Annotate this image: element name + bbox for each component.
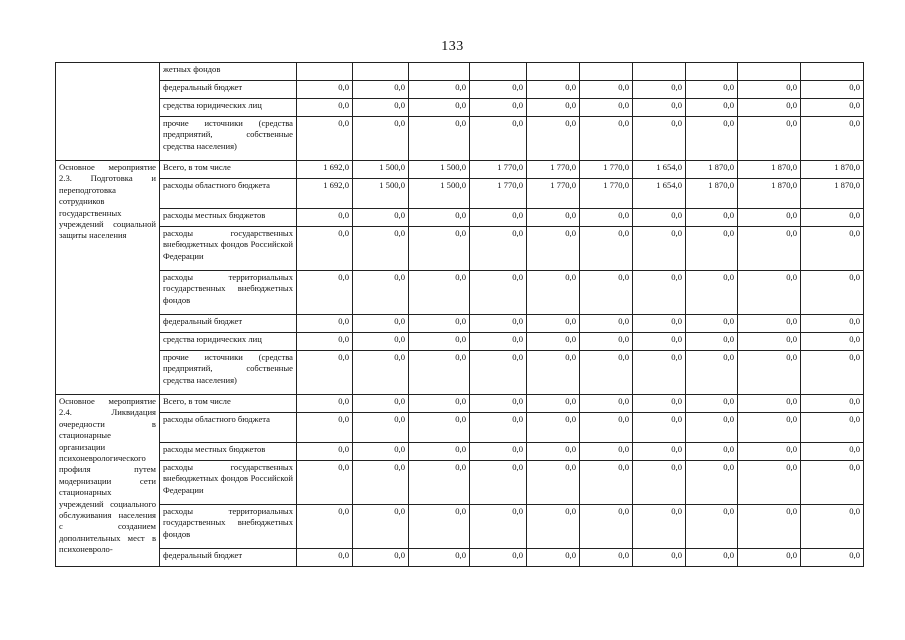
value-cell: 0,0 bbox=[633, 351, 686, 395]
value-cell: 1 870,0 bbox=[801, 161, 864, 179]
value-cell: 0,0 bbox=[686, 315, 738, 333]
activity-cell bbox=[56, 63, 160, 161]
value-cell: 0,0 bbox=[409, 209, 470, 227]
value-cell: 0,0 bbox=[801, 271, 864, 315]
value-cell: 0,0 bbox=[801, 413, 864, 443]
value-cell: 0,0 bbox=[409, 443, 470, 461]
value-cell: 0,0 bbox=[409, 395, 470, 413]
funding-source-cell: прочие источники (средства предприятий, собственные средства населения) bbox=[160, 117, 297, 161]
value-cell: 0,0 bbox=[409, 99, 470, 117]
value-cell: 0,0 bbox=[409, 461, 470, 505]
funding-source-cell: федеральный бюджет bbox=[160, 549, 297, 567]
value-cell: 0,0 bbox=[470, 271, 527, 315]
table-row bbox=[56, 461, 864, 505]
value-cell: 0,0 bbox=[470, 315, 527, 333]
value-cell: 0,0 bbox=[297, 271, 353, 315]
value-cell: 0,0 bbox=[297, 209, 353, 227]
value-cell bbox=[297, 63, 353, 81]
value-cell: 1 770,0 bbox=[470, 179, 527, 209]
funding-source-cell: расходы местных бюджетов bbox=[160, 209, 297, 227]
table-row bbox=[56, 179, 864, 209]
value-cell: 0,0 bbox=[353, 315, 409, 333]
value-cell: 1 770,0 bbox=[580, 161, 633, 179]
table-row bbox=[56, 549, 864, 567]
funding-source-cell: Всего, в том числе bbox=[160, 161, 297, 179]
value-cell: 0,0 bbox=[297, 549, 353, 567]
funding-source-cell: жетных фондов bbox=[160, 63, 297, 81]
value-cell: 0,0 bbox=[297, 413, 353, 443]
value-cell: 0,0 bbox=[738, 505, 801, 549]
value-cell: 0,0 bbox=[633, 315, 686, 333]
value-cell: 0,0 bbox=[801, 333, 864, 351]
value-cell: 0,0 bbox=[738, 395, 801, 413]
value-cell: 1 500,0 bbox=[353, 179, 409, 209]
table-row bbox=[56, 505, 864, 549]
value-cell: 0,0 bbox=[353, 461, 409, 505]
value-cell: 1 654,0 bbox=[633, 179, 686, 209]
value-cell: 0,0 bbox=[353, 117, 409, 161]
value-cell: 0,0 bbox=[580, 227, 633, 271]
value-cell: 0,0 bbox=[686, 271, 738, 315]
value-cell: 0,0 bbox=[409, 351, 470, 395]
value-cell: 0,0 bbox=[801, 227, 864, 271]
value-cell: 1 870,0 bbox=[738, 161, 801, 179]
value-cell: 0,0 bbox=[409, 315, 470, 333]
value-cell: 0,0 bbox=[801, 81, 864, 99]
value-cell: 0,0 bbox=[409, 271, 470, 315]
funding-source-cell: расходы государственных внебюджетных фондов Российской Федерации bbox=[160, 227, 297, 271]
value-cell: 0,0 bbox=[297, 315, 353, 333]
value-cell: 0,0 bbox=[686, 395, 738, 413]
value-cell: 0,0 bbox=[633, 443, 686, 461]
value-cell bbox=[738, 63, 801, 81]
value-cell: 0,0 bbox=[470, 117, 527, 161]
activity-cell: Основное мероприятие 2.3. Подготовка и переподготовка сотрудников государственных учреждений социальной защиты населения bbox=[56, 161, 160, 395]
value-cell: 0,0 bbox=[686, 227, 738, 271]
value-cell: 1 770,0 bbox=[527, 161, 580, 179]
value-cell: 0,0 bbox=[580, 117, 633, 161]
value-cell: 0,0 bbox=[686, 117, 738, 161]
value-cell: 0,0 bbox=[801, 351, 864, 395]
value-cell: 0,0 bbox=[297, 333, 353, 351]
value-cell: 0,0 bbox=[470, 209, 527, 227]
value-cell: 1 870,0 bbox=[738, 179, 801, 209]
value-cell: 0,0 bbox=[353, 99, 409, 117]
table-row bbox=[56, 209, 864, 227]
value-cell: 0,0 bbox=[738, 461, 801, 505]
value-cell: 0,0 bbox=[353, 443, 409, 461]
table-row bbox=[56, 271, 864, 315]
value-cell: 1 500,0 bbox=[409, 179, 470, 209]
value-cell bbox=[686, 63, 738, 81]
value-cell: 0,0 bbox=[409, 81, 470, 99]
value-cell: 0,0 bbox=[801, 505, 864, 549]
funding-source-cell: средства юридических лиц bbox=[160, 99, 297, 117]
value-cell bbox=[801, 63, 864, 81]
value-cell: 0,0 bbox=[686, 209, 738, 227]
value-cell: 0,0 bbox=[580, 413, 633, 443]
value-cell: 0,0 bbox=[633, 461, 686, 505]
value-cell: 0,0 bbox=[353, 413, 409, 443]
value-cell bbox=[470, 63, 527, 81]
value-cell: 0,0 bbox=[470, 461, 527, 505]
value-cell: 0,0 bbox=[409, 413, 470, 443]
value-cell: 0,0 bbox=[686, 81, 738, 99]
table-row bbox=[56, 99, 864, 117]
value-cell: 1 500,0 bbox=[409, 161, 470, 179]
value-cell: 1 692,0 bbox=[297, 179, 353, 209]
value-cell: 1 654,0 bbox=[633, 161, 686, 179]
value-cell: 0,0 bbox=[738, 271, 801, 315]
value-cell: 0,0 bbox=[580, 315, 633, 333]
value-cell: 0,0 bbox=[633, 99, 686, 117]
value-cell: 0,0 bbox=[580, 99, 633, 117]
value-cell: 0,0 bbox=[297, 351, 353, 395]
value-cell: 0,0 bbox=[353, 549, 409, 567]
value-cell: 0,0 bbox=[633, 227, 686, 271]
value-cell: 0,0 bbox=[686, 549, 738, 567]
value-cell: 0,0 bbox=[633, 395, 686, 413]
value-cell: 0,0 bbox=[297, 395, 353, 413]
value-cell: 0,0 bbox=[633, 505, 686, 549]
funding-source-cell: расходы областного бюджета bbox=[160, 179, 297, 209]
value-cell: 0,0 bbox=[686, 443, 738, 461]
value-cell: 0,0 bbox=[470, 351, 527, 395]
value-cell: 0,0 bbox=[801, 209, 864, 227]
value-cell: 0,0 bbox=[580, 271, 633, 315]
value-cell: 0,0 bbox=[580, 549, 633, 567]
value-cell: 0,0 bbox=[527, 333, 580, 351]
value-cell: 0,0 bbox=[527, 461, 580, 505]
funding-source-cell: расходы территориальных государственных внебюджетных фондов bbox=[160, 505, 297, 549]
table-row bbox=[56, 395, 864, 413]
value-cell: 0,0 bbox=[297, 505, 353, 549]
value-cell: 0,0 bbox=[470, 505, 527, 549]
value-cell: 0,0 bbox=[738, 227, 801, 271]
value-cell: 0,0 bbox=[353, 81, 409, 99]
value-cell: 1 870,0 bbox=[801, 179, 864, 209]
funding-source-cell: федеральный бюджет bbox=[160, 315, 297, 333]
value-cell bbox=[527, 63, 580, 81]
value-cell: 0,0 bbox=[738, 315, 801, 333]
value-cell: 0,0 bbox=[409, 505, 470, 549]
value-cell: 0,0 bbox=[409, 117, 470, 161]
value-cell: 0,0 bbox=[470, 81, 527, 99]
value-cell: 0,0 bbox=[633, 413, 686, 443]
value-cell: 1 870,0 bbox=[686, 179, 738, 209]
value-cell: 0,0 bbox=[738, 413, 801, 443]
funding-source-cell: федеральный бюджет bbox=[160, 81, 297, 99]
value-cell: 0,0 bbox=[738, 117, 801, 161]
table-row bbox=[56, 315, 864, 333]
value-cell: 0,0 bbox=[580, 351, 633, 395]
value-cell bbox=[580, 63, 633, 81]
value-cell: 0,0 bbox=[470, 333, 527, 351]
value-cell: 0,0 bbox=[686, 505, 738, 549]
activity-cell: Основное мероприятие 2.4. Ликвидация очередности в стационарные организации психоневрологического профиля путем модернизации сети стационарных учреждений социального обслуживания населения с созданием дополнительных мест в психоневроло- bbox=[56, 395, 160, 567]
value-cell: 0,0 bbox=[470, 549, 527, 567]
value-cell: 1 692,0 bbox=[297, 161, 353, 179]
value-cell: 0,0 bbox=[738, 333, 801, 351]
value-cell: 0,0 bbox=[801, 99, 864, 117]
value-cell: 0,0 bbox=[633, 209, 686, 227]
value-cell: 1 500,0 bbox=[353, 161, 409, 179]
funding-source-cell: средства юридических лиц bbox=[160, 333, 297, 351]
value-cell: 0,0 bbox=[297, 81, 353, 99]
table-row bbox=[56, 443, 864, 461]
table-row bbox=[56, 117, 864, 161]
funding-source-cell: прочие источники (средства предприятий, собственные средства населения) bbox=[160, 351, 297, 395]
value-cell: 1 870,0 bbox=[686, 161, 738, 179]
value-cell: 0,0 bbox=[527, 227, 580, 271]
value-cell: 0,0 bbox=[470, 395, 527, 413]
value-cell: 0,0 bbox=[580, 505, 633, 549]
value-cell: 0,0 bbox=[738, 99, 801, 117]
table-row bbox=[56, 227, 864, 271]
value-cell: 0,0 bbox=[527, 413, 580, 443]
value-cell bbox=[353, 63, 409, 81]
budget-table bbox=[55, 62, 864, 567]
page-number: 133 bbox=[441, 39, 464, 54]
value-cell: 0,0 bbox=[527, 315, 580, 333]
value-cell: 0,0 bbox=[738, 549, 801, 567]
value-cell: 0,0 bbox=[470, 443, 527, 461]
value-cell: 0,0 bbox=[527, 81, 580, 99]
value-cell: 0,0 bbox=[409, 549, 470, 567]
table-row bbox=[56, 161, 864, 179]
value-cell: 0,0 bbox=[801, 315, 864, 333]
value-cell: 0,0 bbox=[738, 351, 801, 395]
value-cell: 0,0 bbox=[527, 549, 580, 567]
value-cell: 0,0 bbox=[801, 461, 864, 505]
value-cell: 0,0 bbox=[470, 99, 527, 117]
value-cell: 0,0 bbox=[801, 549, 864, 567]
value-cell: 0,0 bbox=[527, 505, 580, 549]
value-cell: 0,0 bbox=[353, 395, 409, 413]
value-cell: 0,0 bbox=[353, 351, 409, 395]
funding-source-cell: расходы государственных внебюджетных фондов Российской Федерации bbox=[160, 461, 297, 505]
value-cell: 0,0 bbox=[297, 443, 353, 461]
value-cell: 0,0 bbox=[801, 117, 864, 161]
value-cell: 1 770,0 bbox=[470, 161, 527, 179]
value-cell: 0,0 bbox=[409, 227, 470, 271]
value-cell: 0,0 bbox=[633, 549, 686, 567]
funding-source-cell: расходы местных бюджетов bbox=[160, 443, 297, 461]
funding-source-cell: расходы областного бюджета bbox=[160, 413, 297, 443]
value-cell: 0,0 bbox=[801, 395, 864, 413]
value-cell bbox=[633, 63, 686, 81]
table-row bbox=[56, 63, 864, 81]
value-cell: 0,0 bbox=[527, 395, 580, 413]
value-cell: 0,0 bbox=[353, 227, 409, 271]
value-cell: 0,0 bbox=[686, 99, 738, 117]
table-row bbox=[56, 413, 864, 443]
value-cell: 0,0 bbox=[353, 333, 409, 351]
value-cell: 0,0 bbox=[633, 117, 686, 161]
value-cell: 0,0 bbox=[527, 443, 580, 461]
funding-source-cell: расходы территориальных государственных внебюджетных фондов bbox=[160, 271, 297, 315]
value-cell: 0,0 bbox=[580, 333, 633, 351]
value-cell: 0,0 bbox=[580, 395, 633, 413]
value-cell: 0,0 bbox=[633, 81, 686, 99]
value-cell: 0,0 bbox=[686, 413, 738, 443]
value-cell: 0,0 bbox=[527, 271, 580, 315]
value-cell: 0,0 bbox=[738, 209, 801, 227]
table-row bbox=[56, 351, 864, 395]
value-cell: 0,0 bbox=[353, 271, 409, 315]
value-cell: 0,0 bbox=[580, 81, 633, 99]
value-cell: 0,0 bbox=[527, 209, 580, 227]
value-cell: 0,0 bbox=[580, 443, 633, 461]
table-row bbox=[56, 333, 864, 351]
value-cell: 0,0 bbox=[738, 81, 801, 99]
value-cell: 0,0 bbox=[527, 351, 580, 395]
table-row bbox=[56, 81, 864, 99]
funding-source-cell: Всего, в том числе bbox=[160, 395, 297, 413]
value-cell: 0,0 bbox=[353, 505, 409, 549]
value-cell: 0,0 bbox=[686, 333, 738, 351]
value-cell: 0,0 bbox=[686, 461, 738, 505]
value-cell: 1 770,0 bbox=[527, 179, 580, 209]
value-cell: 0,0 bbox=[297, 117, 353, 161]
value-cell: 0,0 bbox=[580, 209, 633, 227]
value-cell: 0,0 bbox=[633, 333, 686, 351]
value-cell: 0,0 bbox=[527, 117, 580, 161]
value-cell: 0,0 bbox=[470, 413, 527, 443]
value-cell: 1 770,0 bbox=[580, 179, 633, 209]
value-cell: 0,0 bbox=[297, 99, 353, 117]
value-cell: 0,0 bbox=[409, 333, 470, 351]
value-cell: 0,0 bbox=[353, 209, 409, 227]
value-cell: 0,0 bbox=[738, 443, 801, 461]
value-cell: 0,0 bbox=[801, 443, 864, 461]
value-cell: 0,0 bbox=[470, 227, 527, 271]
table-body bbox=[56, 63, 864, 567]
value-cell: 0,0 bbox=[297, 227, 353, 271]
value-cell bbox=[409, 63, 470, 81]
value-cell: 0,0 bbox=[686, 351, 738, 395]
value-cell: 0,0 bbox=[580, 461, 633, 505]
value-cell: 0,0 bbox=[297, 461, 353, 505]
value-cell: 0,0 bbox=[527, 99, 580, 117]
value-cell: 0,0 bbox=[633, 271, 686, 315]
